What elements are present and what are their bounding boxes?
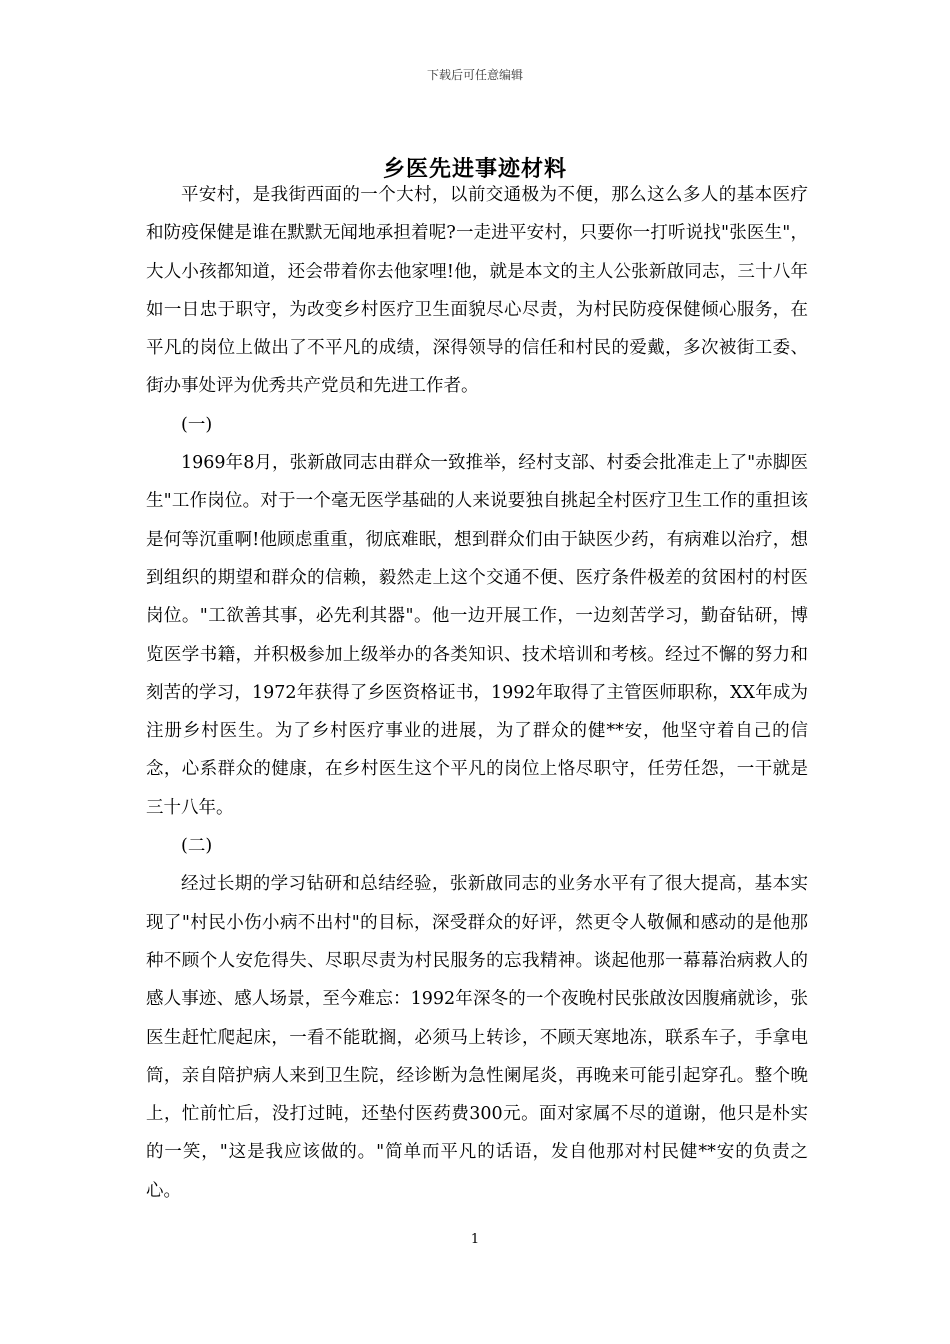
paragraph-intro: 平安村，是我街西面的一个大村，以前交通极为不便，那么这么多人的基本医疗和防疫保健是谁在默默无闻地承担着呢?一走进平安村，只要你一打听说找"张医生"，大人小孩都知道，还会带着你去他家哩!他，就是本文的主人公张新啟同志，三十八年如一日忠于职守，为改变乡村医疗卫生面貌尽心尽责，为村民防疫保健倾心服务，在平凡的岗位上做出了不平凡的成绩，深得领导的信任和村民的爱戴，多次被街工委、街办事处评为优秀共产党员和先进工作者。 bbox=[146, 185, 808, 397]
document-title: 乡医先进事迹材料 bbox=[382, 156, 567, 182]
paragraph-section-2: 经过长期的学习钻研和总结经验，张新啟同志的业务水平有了很大提高，基本实现了"村民小伤小病不出村"的目标，深受群众的好评，然更令人敬佩和感动的是他那种不顾个人安危得失、尽职尽责为村民服务的忘我精神。谈起他那一幕幕治病救人的感人事迹、感人场景，至今难忘：1992年深冬的一个夜晚村民张啟汝因腹痛就诊，张医生赶忙爬起床，一看不能耽搁，必须马上转诊，不顾天寒地冻，联系车子，手拿电筒，亲自陪护病人来到卫生院，经诊断为急性阑尾炎，再晚来可能引起穿孔。整个晚上，忙前忙后，没打过盹，还垫付医药费300元。面对家属不尽的道谢，他只是朴实的一笑，"这是我应该做的。"简单而平凡的话语，发自他那对村民健**安的负责之心。 bbox=[146, 874, 808, 1201]
paragraph-section-1: 1969年8月，张新啟同志由群众一致推举，经村支部、村委会批准走上了"赤脚医生"工作岗位。对于一个毫无医学基础的人来说要独自挑起全村医疗卫生工作的重担该是何等沉重啊!他顾虑重重，彻底难眠，想到群众们由于缺医少药，有病难以治疗，想到组织的期望和群众的信赖，毅然走上这个交通不便、医疗条件极差的贫困村的村医岗位。"工欲善其事，必先利其器"。他一边开展工作，一边刻苦学习，勤奋钻研，博览医学书籍，并积极参加上级举办的各类知识、技术培训和考核。经过不懈的努力和刻苦的学习，1972年获得了乡医资格证书，1992年取得了主管医师职称，XX年成为注册乡村医生。为了乡村医疗事业的进展，为了群众的健**安，他坚守着自己的信念，心系群众的健康，在乡村医生这个平凡的岗位上恪尽职守，任劳任怨，一干就是三十八年。 bbox=[146, 453, 808, 818]
section-heading-2: (二) bbox=[181, 836, 213, 857]
header-note: 下载后可任意编辑 bbox=[426, 68, 523, 82]
document-body bbox=[146, 176, 808, 1210]
section-heading-1: (一) bbox=[181, 414, 213, 435]
page-number: 1 bbox=[470, 1232, 480, 1247]
